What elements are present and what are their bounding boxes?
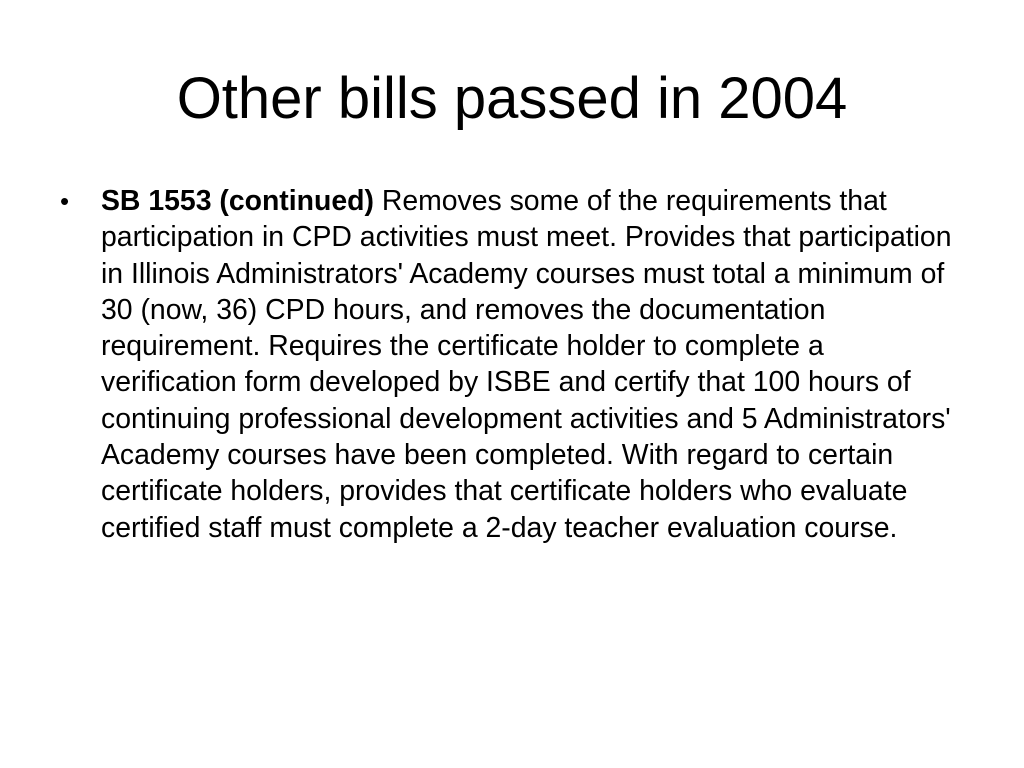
slide-title: Other bills passed in 2004 xyxy=(176,66,848,131)
bill-id: SB 1553 (continued) xyxy=(101,185,374,217)
bullet-list xyxy=(60,183,960,546)
list-item xyxy=(60,183,960,546)
bullet-marker: • xyxy=(60,186,70,216)
bill-description: Removes some of the requirements that participation in CPD activities must meet. Provides that participation in Illinois Administrators' Academy courses must total a minimum of 30 (now, 36) CPD hours, and removes the documentation requirement. Requires the certificate holder to complete a verification form developed by ISBE and certify that 100 hours of continuing professional development activities and 5 Administrators' Academy courses have been completed. With regard to certain certificate holders, provides that certificate holders who evaluate certified staff must complete a 2-day teacher evaluation course. xyxy=(101,185,952,544)
